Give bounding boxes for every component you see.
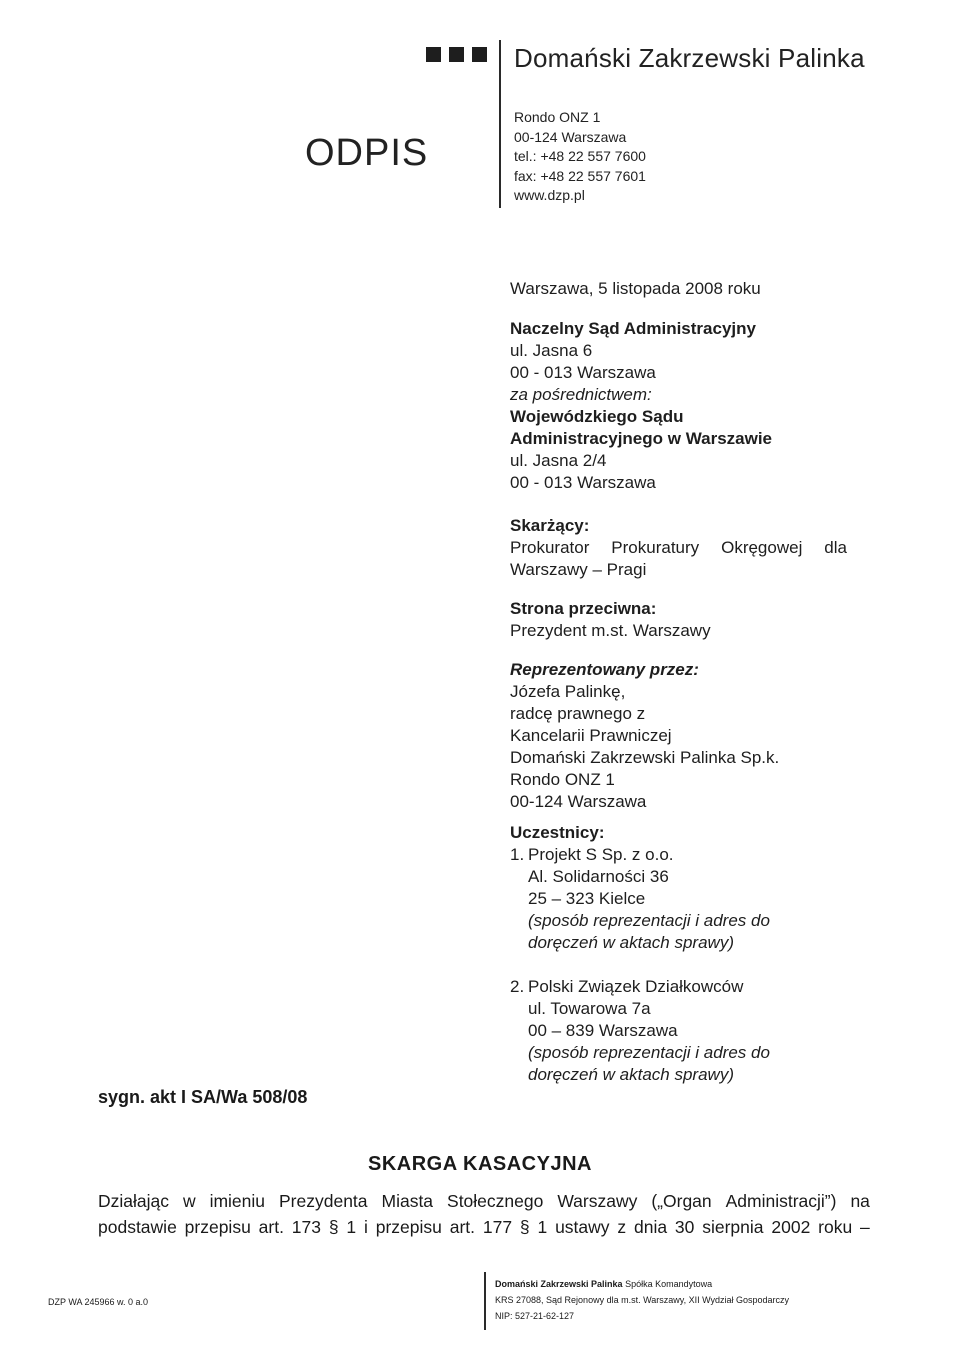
footer-firm-type: Spółka Komandytowa: [622, 1279, 713, 1289]
body-word: 173: [291, 1217, 321, 1237]
body-word: na: [850, 1191, 870, 1211]
firm-address-line: Rondo ONZ 1: [514, 109, 601, 125]
body-paragraph: [98, 1188, 870, 1240]
complainant-word: dla: [824, 538, 847, 557]
case-reference: sygn. akt I SA/Wa 508/08: [98, 1087, 308, 1107]
court-name: Naczelny Sąd Administracyjny: [510, 319, 756, 338]
representative-line: Kancelarii Prawniczej: [510, 726, 672, 745]
participant-city: 25 – 323 Kielce: [528, 889, 646, 908]
footer-nip: NIP: 527-21-62-127: [495, 1311, 575, 1321]
body-word: przepisu: [184, 1217, 251, 1237]
header-divider: [499, 40, 501, 208]
footer-firm-name: Domański Zakrzewski Palinka: [495, 1279, 623, 1289]
representative-label: Reprezentowany przez:: [510, 660, 699, 679]
footer-firm-line: [495, 1276, 789, 1292]
body-word: Warszawy: [557, 1191, 638, 1211]
complainant-word: Okręgowej: [721, 538, 803, 557]
body-word: art.: [258, 1217, 284, 1237]
body-word: 30: [674, 1217, 695, 1237]
via-label: za pośrednictwem:: [510, 385, 652, 404]
complainant-label: Skarżący:: [510, 516, 590, 535]
court-street: ul. Jasna 6: [510, 341, 593, 360]
body-word: 1: [346, 1217, 357, 1237]
body-word: art.: [449, 1217, 476, 1237]
firm-contact-block: [514, 108, 646, 206]
complainant-word: Prokurator: [510, 538, 590, 557]
participant-item: [510, 844, 860, 954]
representative-line: Rondo ONZ 1: [510, 770, 615, 789]
representative-line: Domański Zakrzewski Palinka Sp.k.: [510, 748, 780, 767]
footer-divider: [484, 1272, 486, 1330]
complainant-line: Warszawy – Pragi: [510, 560, 647, 579]
body-word: 2002: [771, 1217, 811, 1237]
body-word: przepisu: [375, 1217, 442, 1237]
body-word: ustawy: [555, 1217, 610, 1237]
body-word: z: [617, 1217, 627, 1237]
via-court-name: Administracyjnego w Warszawie: [510, 429, 772, 448]
participant-note: (sposób reprezentacji i adres do: [528, 911, 770, 930]
body-word: Administracji”): [725, 1191, 837, 1211]
participant-city: 00 – 839 Warszawa: [528, 1021, 678, 1040]
body-word: roku: [818, 1217, 853, 1237]
via-court-street: ul. Jasna 2/4: [510, 451, 607, 470]
participant-item: [510, 976, 860, 1086]
representative-block: [510, 659, 860, 813]
body-word: („Organ: [651, 1191, 712, 1211]
firm-name: Domański Zakrzewski Palinka: [514, 43, 865, 73]
body-word: §: [519, 1217, 530, 1237]
logo-square: [426, 47, 441, 62]
opposing-party-value: Prezydent m.st. Warszawy: [510, 621, 711, 640]
participant-name: Projekt S Sp. z o.o.: [528, 845, 674, 864]
body-word: Prezydenta: [279, 1191, 368, 1211]
body-word: w: [182, 1191, 196, 1211]
representative-line: radcę prawnego z: [510, 704, 646, 723]
footer-krs: KRS 27088, Sąd Rejonowy dla m.st. Warszawy, XII Wydział Gospodarczy: [495, 1295, 790, 1305]
footer-firm-info: [495, 1276, 789, 1324]
body-word: sierpnia: [702, 1217, 764, 1237]
body-word: imieniu: [209, 1191, 266, 1211]
body-word: i: [364, 1217, 368, 1237]
representative-line: Józefa Palinkę,: [510, 682, 626, 701]
logo-square: [472, 47, 487, 62]
body-word: Stołecznego: [447, 1191, 544, 1211]
participants-block: [510, 822, 860, 1086]
body-word: 1: [537, 1217, 548, 1237]
copy-stamp: ODPIS: [305, 132, 429, 174]
firm-tel: tel.: +48 22 557 7600: [514, 148, 646, 164]
court-addressee: [510, 318, 860, 494]
participant-number: 1.: [510, 845, 525, 864]
participant-street: ul. Towarowa 7a: [528, 999, 651, 1018]
body-line: [98, 1214, 870, 1240]
body-word: dnia: [633, 1217, 668, 1237]
body-word: 177: [482, 1217, 513, 1237]
document-code: DZP WA 245966 w. 0 a.0: [48, 1297, 149, 1307]
body-word: Działając: [98, 1191, 169, 1211]
complainant-block: [510, 515, 860, 581]
participant-note: doręczeń w aktach sprawy): [528, 1065, 734, 1084]
participants-label: Uczestnicy:: [510, 823, 605, 842]
firm-logo-squares: [426, 43, 487, 67]
participant-note: doręczeń w aktach sprawy): [528, 933, 734, 952]
complainant-line: [510, 537, 847, 559]
logo-square: [449, 47, 464, 62]
court-city: 00 - 013 Warszawa: [510, 363, 656, 382]
body-word: §: [328, 1217, 339, 1237]
opposing-party-label: Strona przeciwna:: [510, 599, 657, 618]
participant-street: Al. Solidarności 36: [528, 867, 669, 886]
firm-address-line: 00-124 Warszawa: [514, 128, 627, 145]
via-court-name: Wojewódzkiego Sądu: [510, 407, 684, 426]
participant-note: (sposób reprezentacji i adres do: [528, 1043, 770, 1062]
document-title: SKARGA KASACYJNA: [368, 1153, 592, 1175]
participant-name: Polski Związek Działkowców: [528, 977, 744, 996]
body-line: [98, 1188, 870, 1214]
body-word: –: [860, 1217, 870, 1237]
representative-line: 00-124 Warszawa: [510, 792, 647, 811]
complainant-word: Prokuratury: [611, 538, 700, 557]
body-word: podstawie: [98, 1217, 177, 1237]
firm-fax: fax: +48 22 557 7601: [514, 167, 646, 184]
body-word: Miasta: [381, 1191, 434, 1211]
document-date: Warszawa, 5 listopada 2008 roku: [510, 279, 761, 298]
firm-website: www.dzp.pl: [514, 187, 585, 203]
opposing-party-block: [510, 598, 860, 642]
via-court-city: 00 - 013 Warszawa: [510, 473, 656, 492]
participant-number: 2.: [510, 977, 525, 996]
